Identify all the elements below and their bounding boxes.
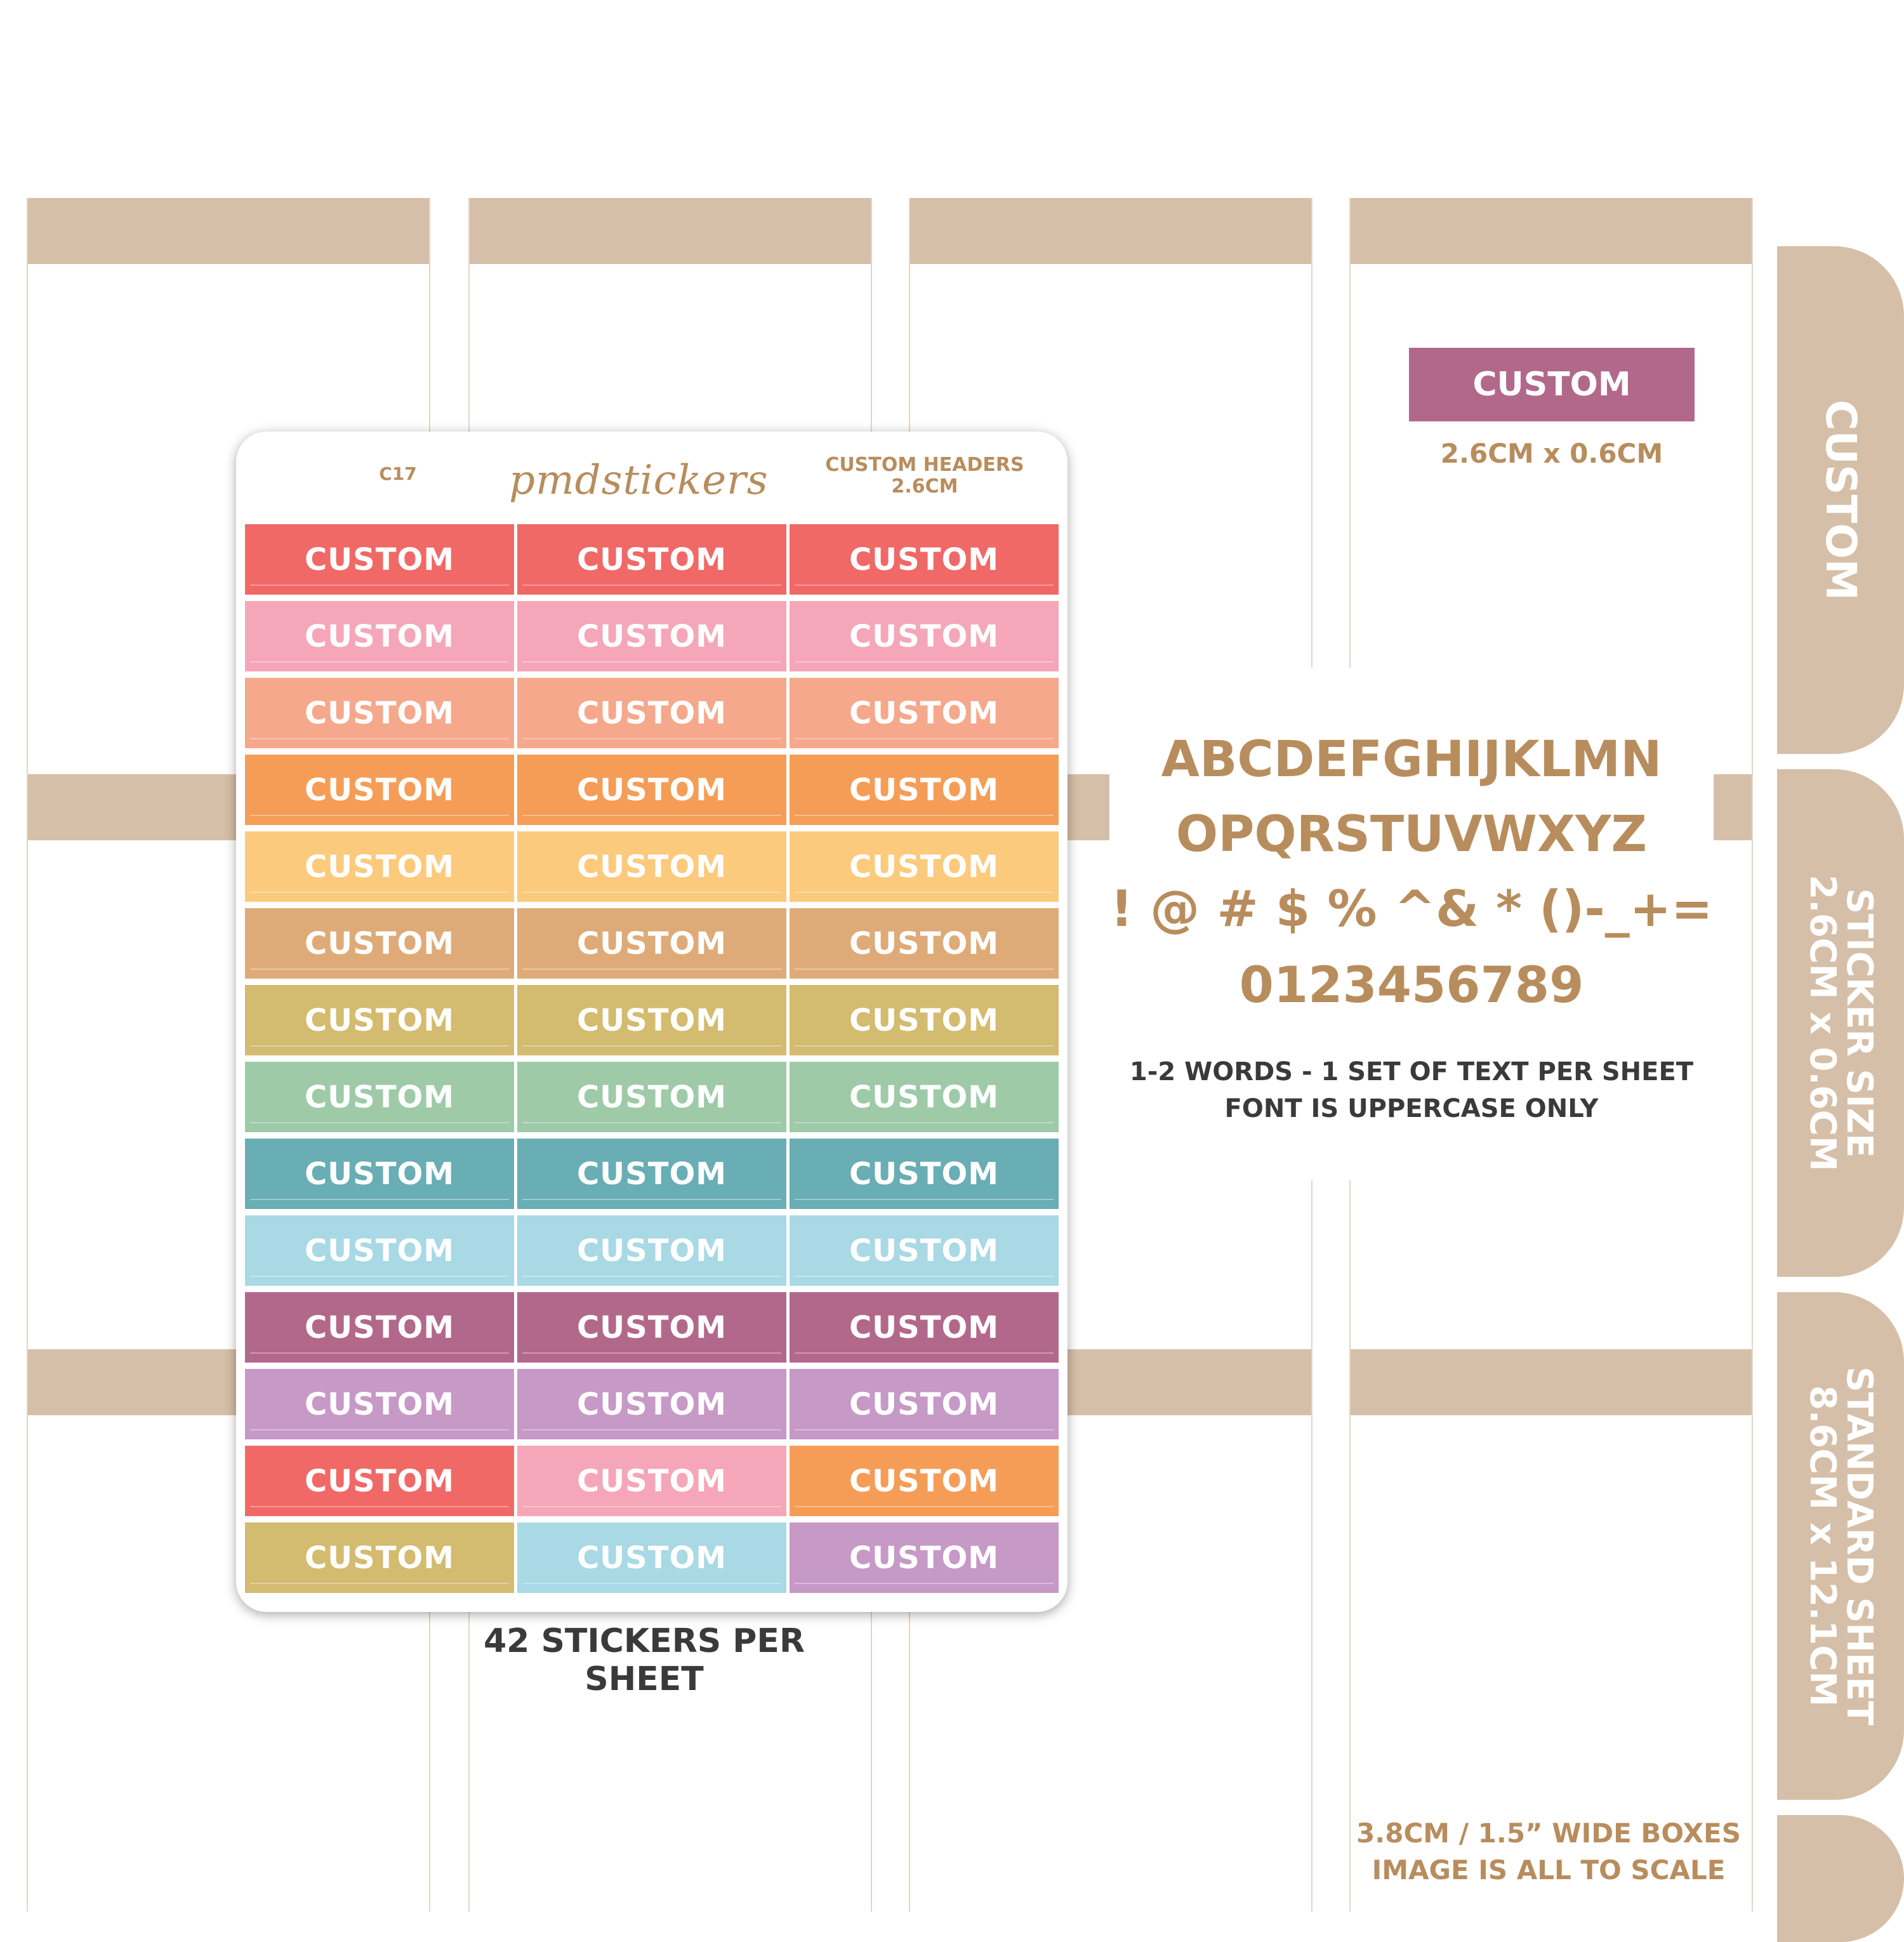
text-rule-2: FONT IS UPPERCASE ONLY: [1224, 1094, 1599, 1123]
font-panel: [1109, 668, 1714, 1180]
custom-sticker: CUSTOM: [517, 1369, 786, 1439]
custom-sticker: CUSTOM: [245, 985, 514, 1055]
custom-sticker: CUSTOM: [245, 1139, 514, 1209]
custom-sticker: CUSTOM: [790, 1062, 1059, 1132]
custom-sticker: CUSTOM: [517, 601, 786, 671]
scale-note: [1333, 1815, 1764, 1889]
sticker-row: [245, 985, 1059, 1055]
custom-sticker: CUSTOM: [790, 831, 1059, 902]
symbols-line: ! @ # $ % ^& * ()-_+=: [1110, 881, 1713, 938]
sticker-sheet: [236, 432, 1068, 1612]
sticker-row: [245, 1446, 1059, 1516]
custom-sticker: CUSTOM: [790, 601, 1059, 671]
tab-label-line: 2.6CM x 0.6CM: [1802, 875, 1843, 1172]
sticker-row: [245, 1292, 1059, 1363]
column-header: [910, 198, 1311, 264]
sticker-row: [245, 1369, 1059, 1439]
custom-sticker: CUSTOM: [517, 985, 786, 1055]
sticker-row: [245, 908, 1059, 979]
sticker-grid: [245, 524, 1059, 1599]
custom-sticker: CUSTOM: [245, 1446, 514, 1516]
custom-sticker: CUSTOM: [517, 1292, 786, 1363]
side-tab-partial: [1777, 1815, 1904, 1942]
tab-label: [1802, 1366, 1880, 1726]
custom-sticker: CUSTOM: [517, 1139, 786, 1209]
custom-sticker: CUSTOM: [790, 1292, 1059, 1363]
sticker-row: [245, 1139, 1059, 1209]
custom-sticker: CUSTOM: [245, 831, 514, 902]
sticker-row: [245, 831, 1059, 902]
custom-sticker: CUSTOM: [790, 1523, 1059, 1593]
side-tab-standard-sheet: [1777, 1292, 1904, 1800]
tab-label-line: STICKER SIZE: [1839, 888, 1880, 1158]
custom-sticker: CUSTOM: [245, 601, 514, 671]
custom-sticker: CUSTOM: [517, 1215, 786, 1286]
sticker-row: [245, 1523, 1059, 1593]
custom-sticker: CUSTOM: [790, 908, 1059, 979]
sticker-row: [245, 755, 1059, 825]
sheet-code: C17: [379, 463, 417, 484]
sticker-row: [245, 1215, 1059, 1286]
custom-sticker: CUSTOM: [517, 1523, 786, 1593]
tab-label-line: STANDARD SHEET: [1839, 1366, 1880, 1726]
tab-label-line: 8.6CM x 12.1CM: [1802, 1385, 1843, 1707]
scale-note-line: 3.8CM / 1.5” WIDE BOXES: [1356, 1818, 1741, 1849]
tab-label: CUSTOM: [1816, 399, 1865, 601]
column-header: [1351, 1349, 1752, 1415]
custom-sticker: CUSTOM: [790, 755, 1059, 825]
scale-note-line: IMAGE IS ALL TO SCALE: [1372, 1854, 1726, 1886]
custom-sticker: CUSTOM: [245, 524, 514, 595]
custom-sticker: CUSTOM: [245, 755, 514, 825]
custom-sticker: CUSTOM: [517, 678, 786, 748]
custom-sticker: CUSTOM: [517, 524, 786, 595]
digits-line: 0123456789: [1239, 957, 1584, 1014]
custom-sticker: CUSTOM: [517, 1062, 786, 1132]
sheet-title-line: 2.6CM: [891, 475, 958, 498]
column-header: [470, 198, 871, 264]
custom-sticker: CUSTOM: [517, 908, 786, 979]
tab-label: [1802, 875, 1880, 1172]
brand-logo: pmdstickers: [509, 457, 769, 504]
column-header: [1351, 198, 1752, 264]
custom-sticker: CUSTOM: [517, 1446, 786, 1516]
sample-sticker-size: 2.6CM x 0.6CM: [1440, 438, 1663, 469]
sticker-row: [245, 678, 1059, 748]
sheet-title: [820, 454, 1029, 498]
alphabet-line-1: ABCDEFGHIJKLMN: [1161, 731, 1662, 788]
sample-sticker: CUSTOM: [1409, 348, 1695, 421]
custom-sticker: CUSTOM: [790, 1369, 1059, 1439]
text-rule-1: 1-2 WORDS - 1 SET OF TEXT PER SHEET: [1129, 1057, 1694, 1087]
sheet-title-line: CUSTOM HEADERS: [825, 454, 1024, 476]
custom-sticker: CUSTOM: [245, 1215, 514, 1286]
stickers-per-sheet: 42 STICKERS PER SHEET: [484, 1622, 805, 1698]
alphabet-line-2: OPQRSTUVWXYZ: [1175, 806, 1648, 863]
custom-sticker: CUSTOM: [790, 985, 1059, 1055]
side-tab-custom: [1777, 246, 1904, 754]
custom-sticker: CUSTOM: [517, 831, 786, 902]
custom-sticker: CUSTOM: [245, 678, 514, 748]
custom-sticker: CUSTOM: [245, 1369, 514, 1439]
custom-sticker: CUSTOM: [790, 678, 1059, 748]
custom-sticker: CUSTOM: [790, 1446, 1059, 1516]
sticker-row: [245, 1062, 1059, 1132]
custom-sticker: CUSTOM: [790, 1139, 1059, 1209]
side-tab-sticker-size: [1777, 769, 1904, 1277]
custom-sticker: CUSTOM: [517, 755, 786, 825]
sticker-row: [245, 524, 1059, 595]
custom-sticker: CUSTOM: [245, 1292, 514, 1363]
custom-sticker: CUSTOM: [245, 1062, 514, 1132]
column-header: [28, 198, 429, 264]
custom-sticker: CUSTOM: [245, 908, 514, 979]
custom-sticker: CUSTOM: [790, 1215, 1059, 1286]
sticker-row: [245, 601, 1059, 671]
custom-sticker: CUSTOM: [245, 1523, 514, 1593]
custom-sticker: CUSTOM: [790, 524, 1059, 595]
